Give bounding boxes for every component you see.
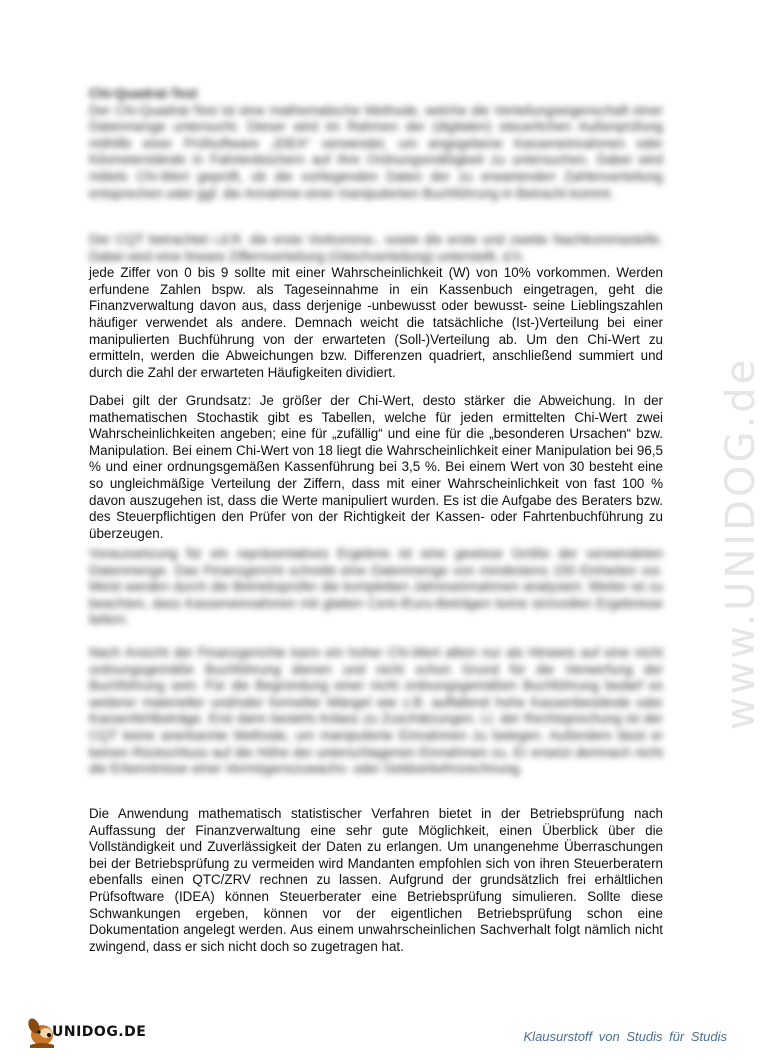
paragraph-intro: Der Chi-Quadrat-Test ist eine mathematische Methode, welche die Verteilungseigenschaft einer Datenmenge untersucht. Dieser wird im Rahmen der (digitalen) steuerlichen Außenprüfung mithilfe einer Prüfsoftware „IDEA“ verwendet, um angegebene Kasseneinnahmen oder Kilometerstände in Fahrtenbüchern auf ihre Ordnungsmäßigkeit zu untersuchen. Dabei wird mittels Chi-Wert geprüft, ob die vorliegenden Daten der zu erwartenden Zahlenverteilung entsprechen oder ggf. die Annahme einer manipulierten Buchführung in Betracht kommt.: [89, 102, 663, 201]
paragraph-conclusion: Die Anwendung mathematisch statistischer Verfahren bietet in der Betriebsprüfung nach Auffassung der Finanzverwaltung eine sehr gute Möglichkeit, einen Überblick über die Vollständigkeit und Zuverlässigkeit der Daten zu erlangen. Um unangenehme Überraschungen bei der Betriebsprüfung zu vermeiden wird Mandanten empfohlen sich von ihren Steuerberatern ebenfalls einen QTC/ZRV rechnen zu lassen. Aufgrund der grundsätzlich frei erhältlichen Prüfsoftware (IDEA) können Steuerberater eine Betriebsprüfung simulieren. Sollte diese Schwankungen ergeben, können vor der eigentlichen Betriebsprüfung schon eine Dokumentation angelegt werden. Aus einem unwahrscheinlichen Sachverhalt folgt nämlich nicht zwingend, dass er sich nicht doch so zugetragen hat.: [89, 806, 663, 954]
section-heading: Chi-Quadrat-Test: [89, 86, 198, 101]
conclusion-section: [89, 806, 663, 955]
prerequisite-section: [89, 546, 663, 629]
principle-section: [89, 393, 663, 542]
digit-distribution-section: [89, 232, 663, 381]
logo-text: UNIDOG.DE: [52, 1024, 147, 1040]
paragraph-court-opinion: Nach Ansicht der Finanzgerichte kann ein hoher Chi-Wert allein nur als Hinweis auf eine nicht ordnungsgemäße Buchführung dienen und nicht schon Grund für die Verwerfung der Buchführung sein. Für die Begründung einer nicht ordnungsgemäßen Buchführung bedarf es weiterer materieller und/oder formeller Mängel wie z.B. auffallend hohe Kassenbestände oder Kassenfehlbeträge. Erst dann besteht Anlass zu Zuschätzungen. Lt. der Rechtsprechung ist der CQT keine anerkannte Methode, um manipulierte Einnahmen zu belegen. Außerdem lässt er keinen Rückschluss auf die Höhe der unterschlagenen Einnahmen zu. Er ersetzt demnach nicht die Erkenntnisse einer Vermögenszuwachs- oder Geldverkehrsrechnung.: [89, 645, 663, 777]
intro-section: [89, 86, 663, 202]
paragraph-cqt-blurred: Der CQT betrachtet i.d.R. die erste Vorkomma-, sowie die erste und zweite Nachkommastelle. Dabei wird eine lineare Ziffernverteilung (Gleichverteilung) unterstellt, d.h.: [89, 232, 663, 264]
court-opinion-section: [89, 645, 663, 778]
paragraph-digit-distribution: jede Ziffer von 0 bis 9 sollte mit einer Wahrscheinlichkeit (W) von 10% vorkommen. Werden erfundene Zahlen bspw. als Tageseinnahme in ein Kassenbuch eingetragen, geht die Finanzverwaltung davon aus, dass derjenige -unbewusst oder bewusst- seine Lieblingszahlen häufiger verwendet als andere. Demnach weicht die tatsächliche (Ist-)Verteilung bei einer manipulierten Buchführung von der erwarteten (Soll-)Verteilung ab. Um den Chi-Wert zu ermitteln, werden die Abweichungen bzw. Differenzen quadriert, anschließend summiert und durch die Zahl der erwarteten Häufigkeiten dividiert.: [89, 265, 663, 380]
paragraph-prerequisite: Voraussetzung für ein repräsentatives Ergebnis ist eine gewisse Größe der verwendeten Datenmenge. Das Finanzgericht schreibt eine Datenmenge von mindestens 150 Einheiten vor. Meist werden durch die Betriebsprüfer die kompletten Jahreseinnahmen analysiert. Weiter ist zu beachten, dass Kasseneinnahmen mit glatten Cent-/Euro-Beträgen keine sinnvollen Ergebnisse liefern.: [89, 546, 663, 628]
footer-tagline: Klausurstoff von Studis für Studis: [523, 1029, 727, 1044]
paragraph-principle: Dabei gilt der Grundsatz: Je größer der Chi-Wert, desto stärker die Abweichung. In der mathematischen Stochastik gibt es Tabellen, welche für jeden ermittelten Chi-Wert zwei Wahrscheinlichkeiten angeben; eine für „zufällig“ und eine für die „besonderen Ursachen“ bzw. Manipulation. Bei einem Chi-Wert von 18 liegt die Wahrscheinlichkeit einer Manipulation bei 96,5 % und einer ordnungsgemäßen Kassenführung bei 3,5 %. Bei einem Wert von 30 besteht eine so ungleichmäßige Verteilung der Ziffern, dass mit einer Wahrscheinlichkeit von fast 100 % davon auszugehen ist, dass die Werte manipuliert wurden. Es ist die Aufgabe des Beraters bzw. des Steuerpflichtigen den Prüfer von der Richtigkeit der Kassen- oder Fahrtenbuchführung zu überzeugen.: [89, 393, 663, 541]
watermark: www.UNIDOG.de: [718, 356, 764, 730]
